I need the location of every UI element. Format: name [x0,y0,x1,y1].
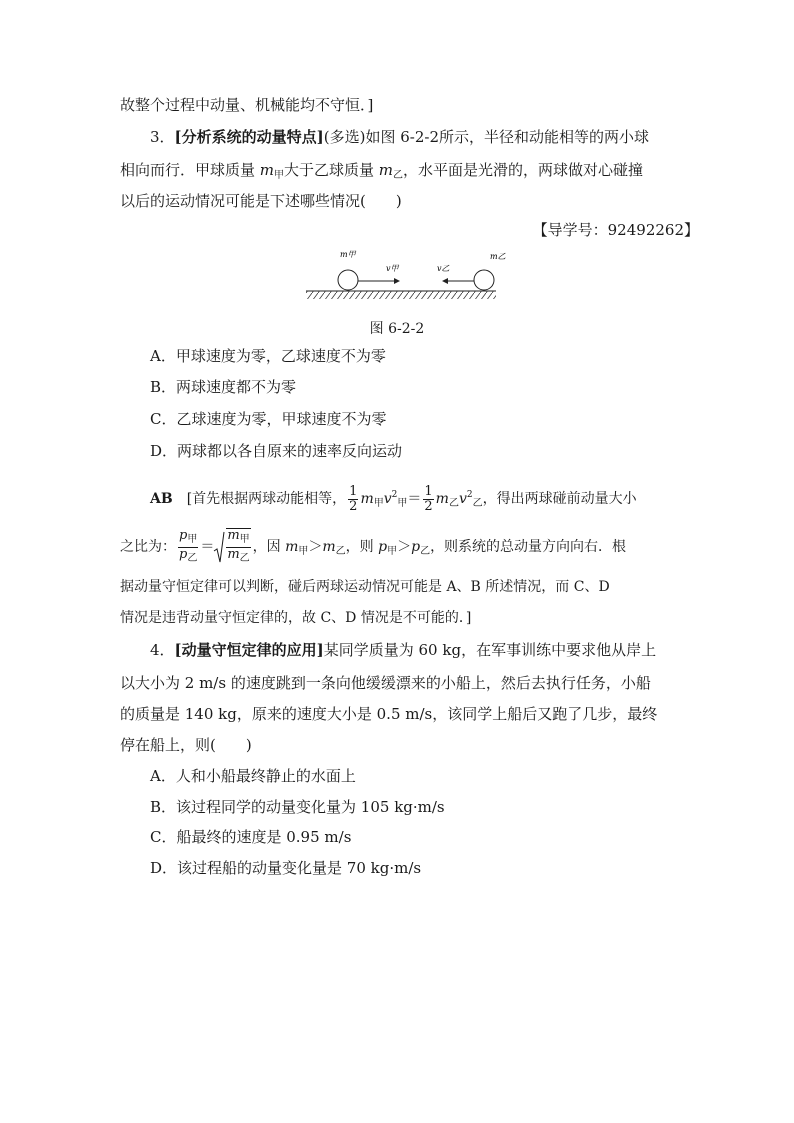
q4-option-c: C．船最终的速度是 0.95 m/s [150,828,352,846]
answer-label: AB [150,491,173,507]
option-a: A．甲球速度为零，乙球速度不为零 [150,347,386,365]
ball-yi [474,270,494,290]
solution-text: ，则系统的总动量方向向右．根 [430,539,627,555]
square-root [214,528,252,566]
math-symbol: p [179,527,188,543]
math-subscript: 甲 [239,534,250,545]
math-subscript: 甲 [187,533,198,545]
math-subscript: 乙 [187,552,198,564]
fraction-momentum-ratio [178,529,198,566]
math-subscript: 乙 [393,170,404,181]
math-subscript: 乙 [335,546,346,557]
math-subscript: 甲 [387,546,398,557]
question-text: 大于乙球质量 [284,161,379,179]
math-subscript: 乙 [239,553,250,564]
solution-3-line-1 [150,482,637,517]
arrowhead-right [394,278,400,284]
math-symbol: p [411,539,421,555]
q4-option-d: D．该过程船的动量变化量是 70 kg·m/s [150,859,422,877]
math-symbol: v [383,491,392,507]
question-tag: [分析系统的动量特点] [174,128,324,146]
fraction-denominator: 2 [424,498,433,514]
solution-3-line-3: 据动量守恒定律可以判断，碰后两球运动情况可能是 A、B 所述情况，而 C、D [120,579,610,595]
ground-hatch [306,291,496,299]
question-text: 相向而行．甲球质量 [120,161,260,179]
mass-label-yi: m乙 [490,252,506,261]
fraction-numerator: 1 [349,483,358,499]
solution-3-line-4: 情况是违背动量守恒定律的，故 C、D 情况是不可能的．] [120,610,472,626]
fraction-denominator [178,548,198,566]
question-text: (多选)如图 6-2-2所示，半径和动能相等的两小球 [323,128,649,146]
math-symbol: m [227,547,240,562]
solution-3-line-2 [120,528,626,567]
question-3-line-2 [120,160,643,186]
math-symbol: m [227,528,240,543]
math-symbol: m [360,491,374,507]
velocity-label-yi: v乙 [437,264,450,273]
fraction-numerator: 1 [424,483,433,499]
math-symbol: v [458,491,467,507]
q4-option-b: B．该过程同学的动量变化量为 105 kg·m/s [150,798,445,816]
solution-text: 之比为： [120,539,176,555]
question-4-line-1 [150,640,656,660]
fraction-mass-ratio [226,528,250,566]
math-subscript: 乙 [448,498,459,509]
fraction-half [348,485,358,514]
question-4-line-3: 的质量是 140 kg，原来的速度大小是 0.5 m/s，该同学上船后又跑了几步，最终 [120,705,658,723]
question-tag: [动量守恒定律的应用] [174,641,324,659]
text-line: 故整个过程中动量、机械能均不守恒．] [120,96,374,114]
math-superscript: 2 [391,490,398,500]
math-subscript: 甲 [397,498,408,509]
question-4-line-4: 停在船上，则( ) [120,736,252,754]
mass-label-jia: m甲 [340,250,356,259]
question-4-line-2: 以大小为 2 m/s 的速度跳到一条向他缓缓漂来的小船上，然后去执行任务，小船 [120,674,651,692]
solution-text: ，因 [252,539,286,555]
velocity-label-jia: v甲 [386,264,399,273]
ball-jia [338,270,358,290]
radical-sign [214,531,224,563]
math-subscript: 乙 [472,498,483,509]
math-symbol: m [322,539,336,555]
math-symbol: m [259,161,275,179]
math-symbol: m [285,539,299,555]
math-subscript: 乙 [420,546,431,557]
q4-option-a: A．人和小船最终静止的水面上 [150,767,356,785]
question-3-line-3: 以后的运动情况可能是下述哪些情况( ) [120,192,402,210]
option-d: D．两球都以各自原来的速率反向运动 [150,442,403,460]
fraction-denominator [226,548,250,566]
math-operator: ＞ [308,539,323,555]
fraction-numerator [226,529,250,548]
math-operator: ＝ [407,491,422,507]
option-c: C．乙球速度为零，甲球速度不为零 [150,410,387,428]
arrowhead-left [442,278,448,284]
figure-caption: 图 6-2-2 [369,321,425,337]
reference-number: 【导学号：92492262】 [532,221,699,239]
math-subscript: 甲 [373,498,384,509]
math-symbol: p [179,546,188,562]
math-subscript: 甲 [274,170,285,181]
math-superscript: 2 [466,490,473,500]
fraction-half [423,485,433,514]
question-text: ，水平面是光滑的，两球做对心碰撞 [403,161,644,179]
math-symbol: p [378,539,388,555]
fraction-numerator [178,529,198,548]
math-symbol: m [378,161,394,179]
collision-figure [300,245,506,305]
question-number: 4． [150,641,175,659]
question-number: 3． [150,128,175,146]
math-subscript: 甲 [298,546,309,557]
option-b: B．两球速度都不为零 [150,378,297,396]
question-text: 某同学质量为 60 kg，在军事训练中要求他从岸上 [323,641,657,659]
fraction-denominator: 2 [349,498,358,514]
solution-text: ，得出两球碰前动量大小 [482,491,637,507]
solution-text: [首先根据两球动能相等， [172,491,347,507]
solution-text: ，则 [345,539,379,555]
math-operator: ＝ [200,539,215,555]
math-operator: ＞ [397,539,412,555]
question-3-line-1 [150,127,649,147]
math-symbol: m [435,491,449,507]
